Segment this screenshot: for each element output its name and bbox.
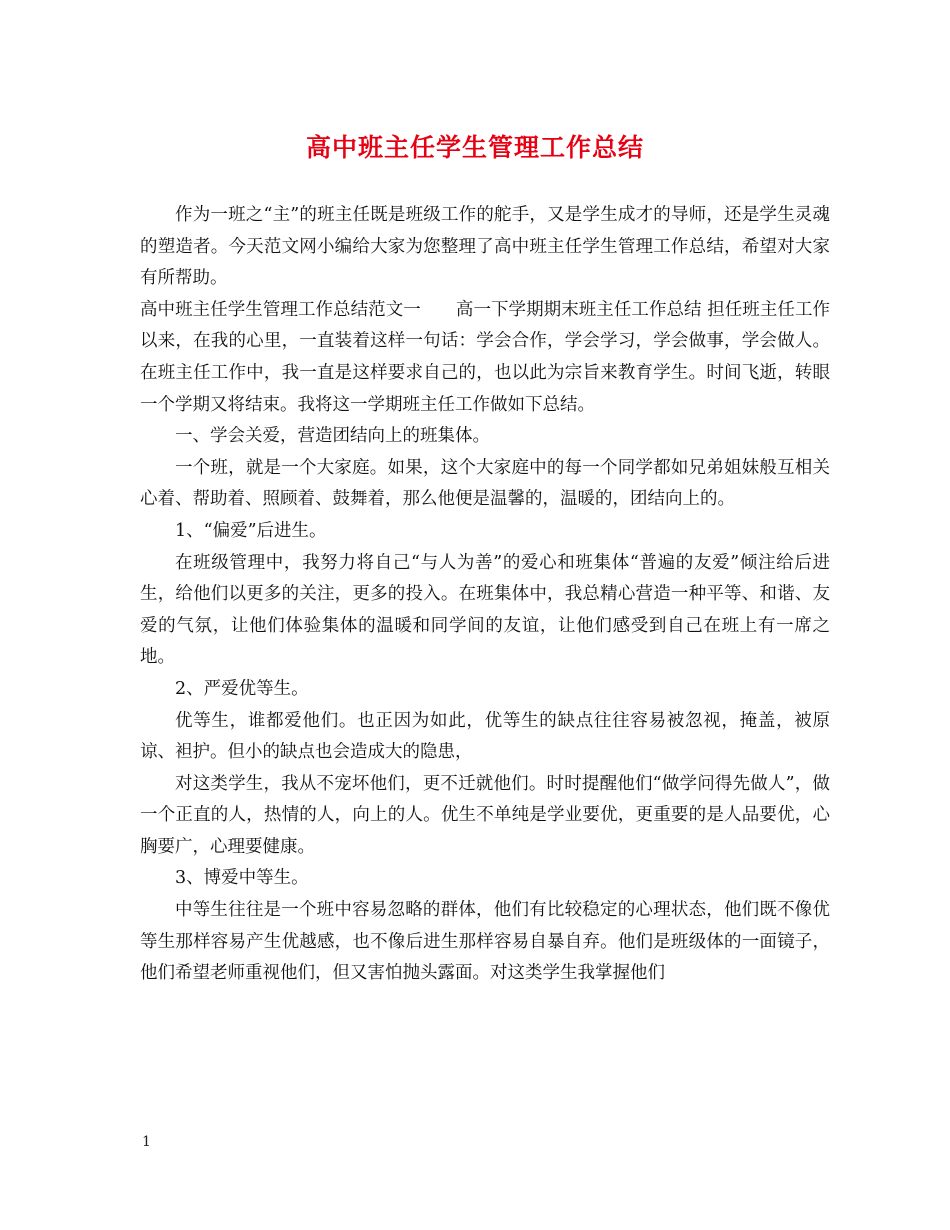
- page-number: 1: [142, 1134, 151, 1150]
- paragraph-3: 一个班，就是一个大家庭。如果，这个大家庭中的每一个同学都如兄弟姐妹般互相关心着、帮助着、照顾着、鼓舞着，那么他便是温馨的，温暖的，团结向上的。: [140, 457, 830, 510]
- subheading-3: 3、博爱中等生。: [175, 868, 309, 889]
- paragraph-1: 作为一班之“主”的班主任既是班级工作的舵手，又是学生成才的导师，还是学生灵魂的塑造者。今天范文网小编给大家为您整理了高中班主任学生管理工作总结，希望对大家有所帮助。: [140, 205, 830, 289]
- paragraph-5: 优等生，谁都爱他们。也正因为如此，优等生的缺点往往容易被忽视，掩盖，被原谅、袒护。但小的缺点也会造成大的隐患，: [140, 710, 830, 763]
- section-heading-1: 一、学会关爱，营造团结向上的班集体。: [175, 426, 490, 447]
- page-title: 高中班主任学生管理工作总结: [305, 133, 644, 162]
- subheading-1: 1、“偏爱”后进生。: [175, 520, 327, 541]
- document-body: [140, 200, 830, 990]
- paragraph-7: 中等生往往是一个班中容易忽略的群体，他们有比较稳定的心理状态，他们既不像优等生那样容易产生优越感，也不像后进生那样容易自暴自弃。他们是班级体的一面镜子，他们希望老师重视他们，但又害怕抛头露面。对这类学生我掌握他们: [140, 900, 830, 984]
- paragraph-6: 对这类学生，我从不宠坏他们，更不迁就他们。时时提醒他们“做学问得先做人”，做一个正直的人，热情的人，向上的人。优生不单纯是学业要优，更重要的是人品要优，心胸要广，心理要健康。: [140, 773, 830, 857]
- paragraph-2: 高中班主任学生管理工作总结范文一 高一下学期期末班主任工作总结 担任班主任工作以来，在我的心里，一直装着这样一句话：学会合作，学会学习，学会做事，学会做人。在班主任工作中，我一直是这样要求自己的，也以此为宗旨来教育学生。时间飞逝，转眼一个学期又将结束。我将这一学期班主任工作做如下总结。: [140, 299, 830, 415]
- subheading-2: 2、严爱优等生。: [175, 678, 309, 699]
- paragraph-4: 在班级管理中，我努力将自己“与人为善”的爱心和班集体“普遍的友爱”倾注给后进生，给他们以更多的关注，更多的投入。在班集体中，我总精心营造一种平等、和谐、友爱的气氛，让他们体验集体的温暖和同学间的友谊，让他们感受到自己在班上有一席之地。: [140, 552, 830, 668]
